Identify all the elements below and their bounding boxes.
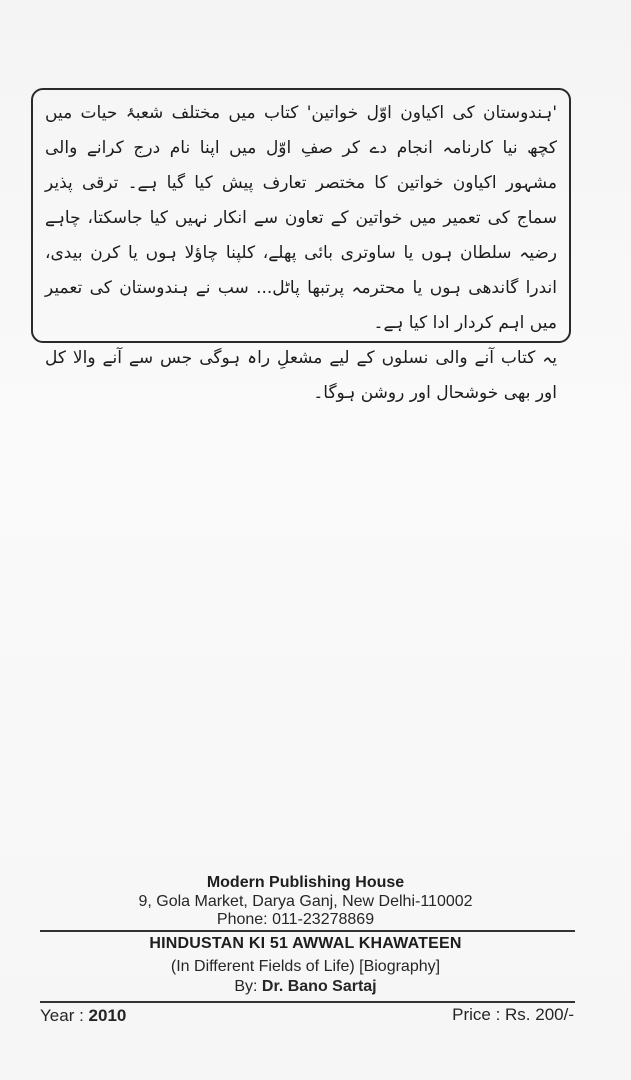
urdu-blurb-box <box>31 88 571 403</box>
book-title: HINDUSTAN KI 51 AWWAL KHAWATEEN <box>149 935 462 952</box>
publisher-phone: Phone: 011-23278869 <box>216 911 375 928</box>
year-value: 2010 <box>88 1006 127 1025</box>
blurb-paragraph-2: یہ کتاب آنے والی نسلوں کے لیے مشعلِ راہ ہوگی جس سے آنے والا کل اور بھی خوشحال اور روشن ہوگا۔ <box>45 348 557 403</box>
divider-bottom <box>40 1001 575 1003</box>
book-author <box>0 978 611 996</box>
author-name: Dr. Bano Sartaj <box>261 978 377 995</box>
divider-top <box>40 930 575 932</box>
publisher-address: 9, Gola Market, Darya Ganj, New Delhi-110002 <box>138 893 473 910</box>
blurb-paragraph-1: 'ہندوستان کی اکیاون اوّل خواتین' کتاب میں مختلف شعبۂ حیات میں کچھ نیا کارنامہ انجام دے کر صفِ اوّل میں اپنا نام درج کرانے والی مشہور اکیاون خواتین کا مختصر تعارف پیش کیا گیا ہے۔ ترقی پذیر سماج کی تعمیر میں خواتین کے تعاون سے انکار نہیں کیا جاسکتا، چاہے رضیہ سلطان ہوں یا ساوتری بائی پھلے، کلپنا چاؤلا ہوں یا کرن بیدی، اندرا گاندھی ہوں یا محترمہ پرتبھا پاٹل... سب نے ہندوستان کی تعمیر میں اہم کردار ادا کیا ہے۔ <box>45 103 557 333</box>
author-prefix: By: <box>234 978 262 995</box>
book-subtitle: (In Different Fields of Life) [Biography] <box>170 958 441 975</box>
year-line <box>40 1006 126 1026</box>
year-label: Year : <box>40 1006 89 1025</box>
publisher-name: Modern Publishing House <box>206 874 405 891</box>
price-line: Price : Rs. 200/- <box>452 1005 574 1024</box>
